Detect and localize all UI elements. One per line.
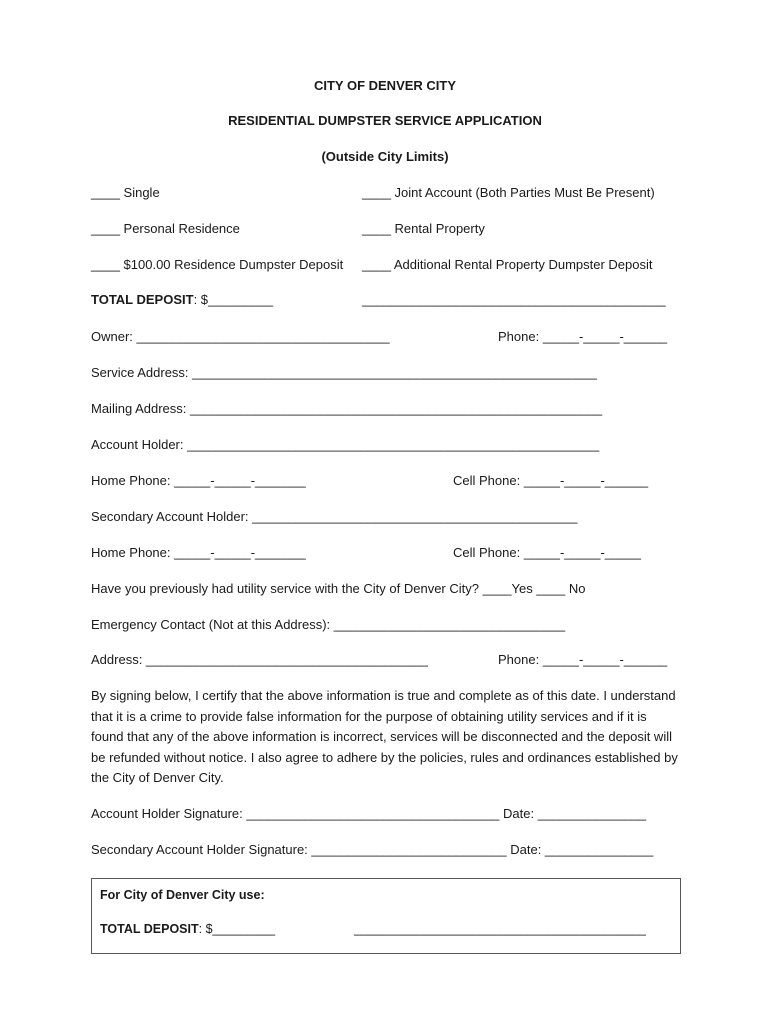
office-blank-line: __________________________________________ <box>354 922 646 936</box>
service-address-field: Service Address: ________________________________________________________ <box>91 365 598 380</box>
office-total-deposit-label: TOTAL DEPOSIT <box>100 922 199 936</box>
secondary-cell-phone-field: Cell Phone: _____-_____-_____ <box>453 545 641 560</box>
total-deposit-label: TOTAL DEPOSIT <box>91 292 194 307</box>
account-holder-signature-line: Account Holder Signature: ___________________________________ Date: _______________ <box>91 806 647 821</box>
office-use-heading: For City of Denver City use: <box>100 888 265 902</box>
org-name: CITY OF DENVER CITY <box>313 78 457 93</box>
owner-field: Owner: ___________________________________ <box>91 329 390 344</box>
cell-phone-field: Cell Phone: _____-_____-______ <box>453 473 649 488</box>
office-total-deposit-value: : $_________ <box>198 922 276 936</box>
owner-phone-field: Phone: _____-_____-______ <box>498 329 668 344</box>
option-single: ____ Single <box>91 185 160 200</box>
option-personal-residence: ____ Personal Residence <box>91 221 240 236</box>
office-total-deposit <box>100 921 275 937</box>
option-joint-account: ____ Joint Account (Both Parties Must Be Present) <box>362 185 655 200</box>
emergency-contact-field: Emergency Contact (Not at this Address): ________________________________ <box>91 617 566 632</box>
secondary-home-phone-field: Home Phone: _____-_____-_______ <box>91 545 306 560</box>
total-deposit-blank-line: __________________________________________ <box>362 292 666 307</box>
option-rental-property: ____ Rental Property <box>362 221 485 236</box>
option-additional-rental-deposit: ____ Additional Rental Property Dumpster Deposit <box>362 257 653 272</box>
home-phone-field: Home Phone: _____-_____-_______ <box>91 473 306 488</box>
form-title: RESIDENTIAL DUMPSTER SERVICE APPLICATION <box>228 113 542 128</box>
total-deposit-value: : $_________ <box>193 292 274 307</box>
secondary-account-holder-field: Secondary Account Holder: _____________________________________________ <box>91 509 578 524</box>
account-holder-field: Account Holder: _________________________________________________________ <box>91 437 600 452</box>
address-field: Address: _______________________________________ <box>91 652 428 667</box>
certification-paragraph: By signing below, I certify that the above information is true and complete as of this date. I understand that it is a crime to provide false information for the purpose of obtaining utility services and if it is found that any of the above information is incorrect, services will be disconnected and the deposit will be refunded without notice. I also agree to adhere by the policies, rules and ordinances established by the City of Denver City. <box>91 688 678 785</box>
total-deposit <box>91 292 273 308</box>
mailing-address-field: Mailing Address: _________________________________________________________ <box>91 401 603 416</box>
office-use-box <box>91 878 681 954</box>
form-subtitle: (Outside City Limits) <box>321 149 449 164</box>
address-phone-field: Phone: _____-_____-______ <box>498 652 668 667</box>
secondary-account-holder-signature-line: Secondary Account Holder Signature: ___________________________ Date: _______________ <box>91 842 654 857</box>
previous-service-question: Have you previously had utility service with the City of Denver City? ____Yes ____ No <box>91 581 586 596</box>
option-residence-deposit: ____ $100.00 Residence Dumpster Deposit <box>91 257 344 272</box>
